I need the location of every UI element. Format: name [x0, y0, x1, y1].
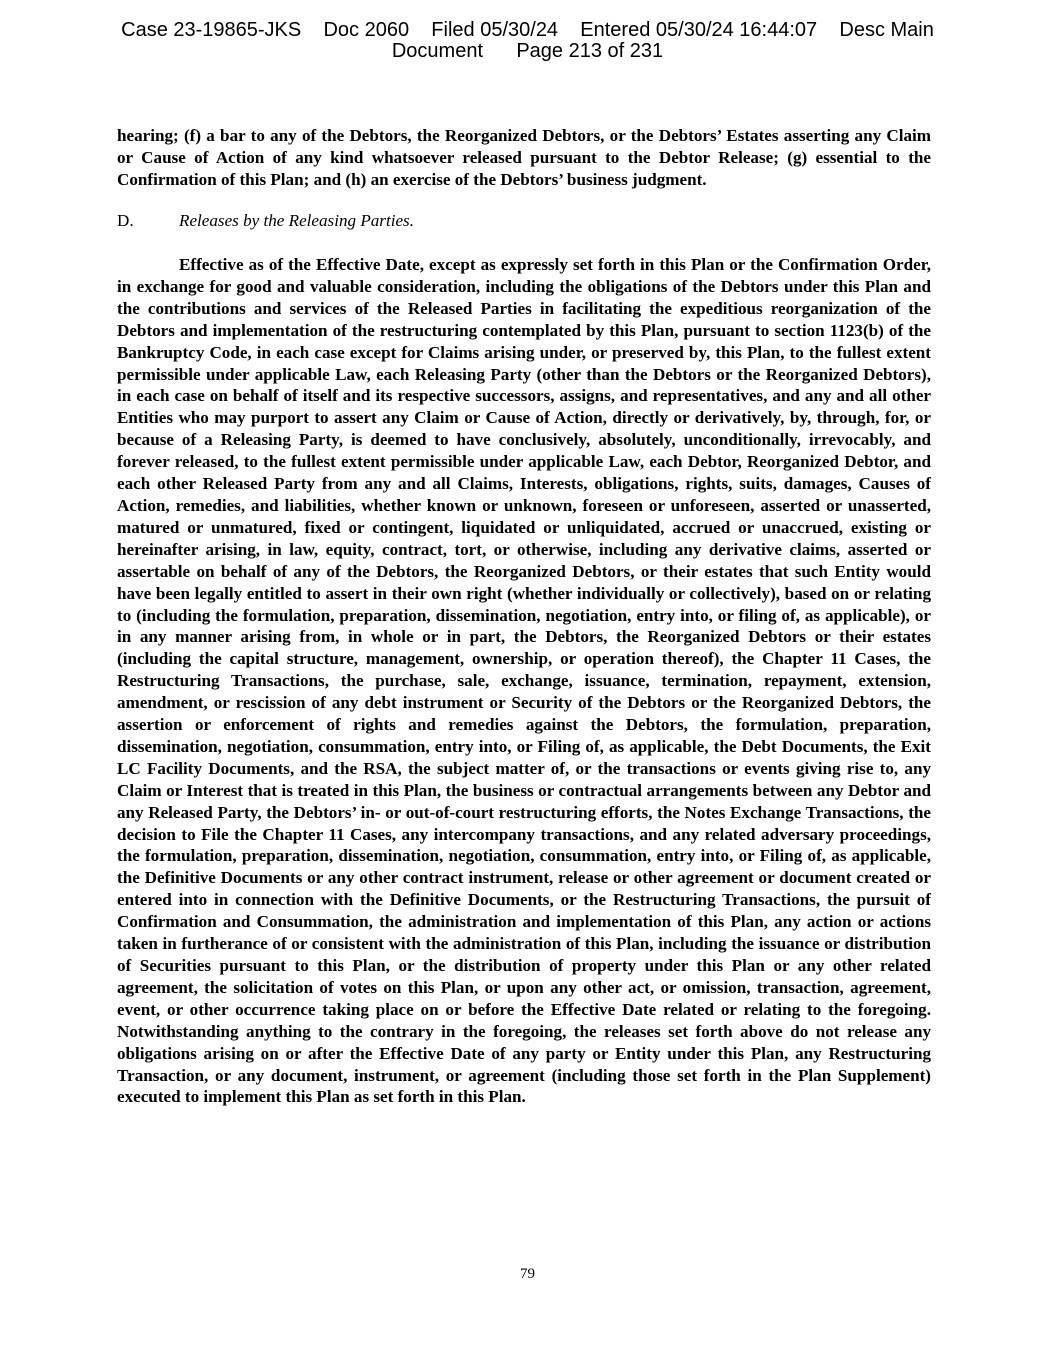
section-heading — [117, 210, 931, 232]
header-document-page-line: Document Page 213 of 231 — [391, 40, 664, 62]
continued-paragraph: hearing; (f) a bar to any of the Debtors, the Reorganized Debtors, or the Debtors’ Estates asserting any Claim or Cause of Action of any kind whatsoever released pursuant to the Debtor Release; (g) essential to the Confirmation of this Plan; and (h) an exercise of the Debtors’ business judgment. — [117, 126, 931, 189]
release-paragraph: Effective as of the Effective Date, except as expressly set forth in this Plan or the Confirmation Order, in exchange for good and valuable consideration, including the obligations of the Debtors under this Plan and the contributions and services of the Released Parties in facilitating the expeditious reorganization of the Debtors and implementation of the restructuring contemplated by this Plan, pursuant to section 1123(b) of the Bankruptcy Code, in each case except for Claims arising under, or preserved by, this Plan, to the fullest extent permissible under applicable Law, each Releasing Party (other than the Debtors or the Reorganized Debtors), in each case on behalf of itself and its respective successors, assigns, and representatives, and any and all other Entities who may purport to assert any Claim or Cause of Action, directly or derivatively, by, through, for, or because of a Releasing Party, is deemed to have conclusively, absolutely, unconditionally, irrevocably, and forever released, to the fullest extent permissible under applicable Law, each Debtor, Reorganized Debtor, and each other Released Party from any and all Claims, Interests, obligations, rights, suits, damages, Causes of Action, remedies, and liabilities, whether known or unknown, foreseen or unforeseen, asserted or unasserted, matured or unmatured, fixed or contingent, liquidated or unliquidated, accrued or unaccrued, existing or hereinafter arising, in law, equity, contract, tort, or otherwise, including any derivative claims, asserted or assertable on behalf of any of the Debtors, the Reorganized Debtors, or their estates that such Entity would have been legally entitled to assert in their own right (whether individually or collectively), based on or relating to (including the formulation, preparation, dissemination, negotiation, entry into, or filing of, as applicable), or in any manner arising from, in whole or in part, the Debtors, the Reorganized Debtors or their estates (including the capital structure, management, ownership, or operation thereof), the Chapter 11 Cases, the Restructuring Transactions, the purchase, sale, exchange, issuance, termination, repayment, extension, amendment, or rescission of any debt instrument or Security of the Debtors or the Reorganized Debtors, the assertion or enforcement of rights and remedies against the Debtors, the formulation, preparation, dissemination, negotiation, consummation, entry into, or Filing of, as applicable, the Debt Documents, the Exit LC Facility Documents, and the RSA, the subject matter of, or the transactions or events giving rise to, any Claim or Interest that is treated in this Plan, the business or contractual arrangements between any Debtor and any Released Party, the Debtors’ in- or out-of-court restructuring efforts, the Notes Exchange Transactions, the decision to File the Chapter 11 Cases, any intercompany transactions, and any related adversary proceedings, the formulation, preparation, dissemination, negotiation, consummation, entry into, or Filing of, as applicable, the Definitive Documents or any other contract instrument, release or other agreement or document created or entered into in connection with the Definitive Documents, or the Restructuring Transactions, the pursuit of Confirmation and Consummation, the administration and implementation of this Plan, any action or actions taken in furtherance of or consistent with the administration of this Plan, including the issuance or distribution of Securities pursuant to this Plan, or the distribution of property under this Plan or any other related agreement, the solicitation of votes on this Plan, or upon any other act, or omission, transaction, agreement, event, or other occurrence taking place on or before the Effective Date related or relating to the foregoing. Notwithstanding anything to the contrary in the foregoing, the releases set forth above do not release any obligations arising on or after the Effective Date of any party or Entity under this Plan, any Restructuring Transaction, or any document, instrument, or agreement (including those set forth in the Plan Supplement) executed to implement this Plan as set forth in this Plan. — [117, 255, 931, 1107]
section-letter: D. — [117, 211, 134, 230]
section-title: Releases by the Releasing Parties. — [179, 211, 414, 230]
court-filing-header — [0, 20, 1055, 62]
header-case-line: Case 23-19865-JKS Doc 2060 Filed 05/30/24 Entered 05/30/24 16:44:07 Desc Main — [121, 19, 934, 41]
page-number: 79 — [520, 1266, 535, 1282]
